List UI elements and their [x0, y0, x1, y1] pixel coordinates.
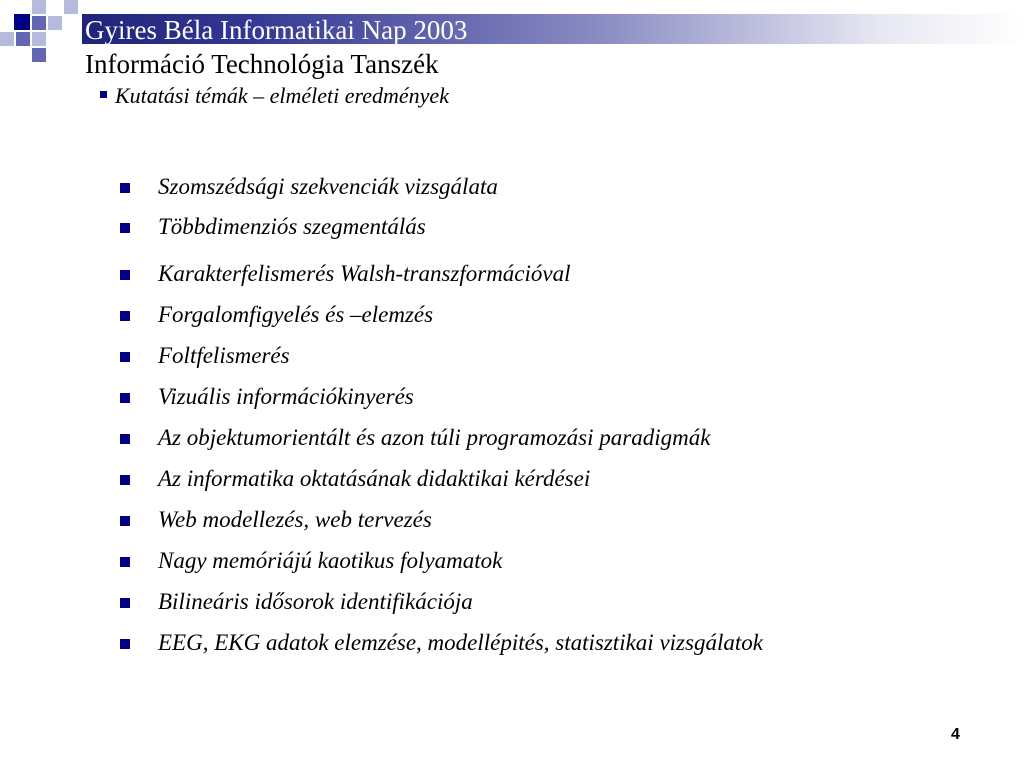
deco-square — [64, 0, 78, 14]
topic-text: Forgalomfigyelés és –elemzés — [158, 302, 434, 327]
topic-text: Bilineáris idősorok identifikációja — [158, 589, 473, 614]
page-number: 4 — [951, 726, 960, 743]
corner-decoration — [0, 0, 80, 64]
deco-square — [32, 16, 46, 30]
bullet-square-icon — [120, 270, 130, 280]
section-heading — [100, 82, 449, 110]
deco-square — [32, 32, 46, 46]
slide-subtitle: Információ Technológia Tanszék — [85, 49, 439, 79]
topic-text: Nagy memóriájú kaotikus folyamatok — [158, 548, 503, 573]
deco-square — [32, 48, 46, 62]
bullet-square-icon — [120, 598, 130, 608]
bullet-square-icon — [120, 223, 130, 233]
topic-text: Az objektumorientált és azon túli programozási paradigmák — [158, 425, 711, 450]
bullet-square-icon — [120, 516, 130, 526]
bullet-square-icon — [120, 183, 130, 193]
bullet-square-icon — [100, 91, 107, 98]
deco-square — [48, 16, 62, 30]
bullet-square-icon — [120, 434, 130, 444]
topic-text: EEG, EKG adatok elemzése, modellépités, statisztikai vizsgálatok — [158, 630, 763, 655]
slide-title: Gyires Béla Informatikai Nap 2003 — [85, 15, 468, 45]
bullet-square-icon — [120, 557, 130, 567]
bullet-square-icon — [120, 311, 130, 321]
deco-square — [14, 14, 30, 30]
topic-text: Web modellezés, web tervezés — [158, 507, 432, 532]
topic-text: Az informatika oktatásának didaktikai kérdései — [158, 466, 591, 491]
topic-text: Vizuális információkinyerés — [158, 384, 414, 409]
topic-text: Szomszédsági szekvenciák vizsgálata — [158, 174, 498, 199]
deco-square — [32, 0, 46, 14]
section-heading-text: Kutatási témák – elméleti eredmények — [115, 83, 449, 108]
topic-text: Többdimenziós szegmentálás — [158, 214, 426, 239]
deco-square — [16, 32, 30, 46]
bullet-square-icon — [120, 393, 130, 403]
topic-text: Karakterfelismerés Walsh-transzformációval — [158, 261, 571, 286]
topic-text: Foltfelismerés — [158, 343, 290, 368]
deco-square — [0, 32, 14, 46]
bullet-square-icon — [120, 352, 130, 362]
bullet-square-icon — [120, 475, 130, 485]
bullet-square-icon — [120, 639, 130, 649]
